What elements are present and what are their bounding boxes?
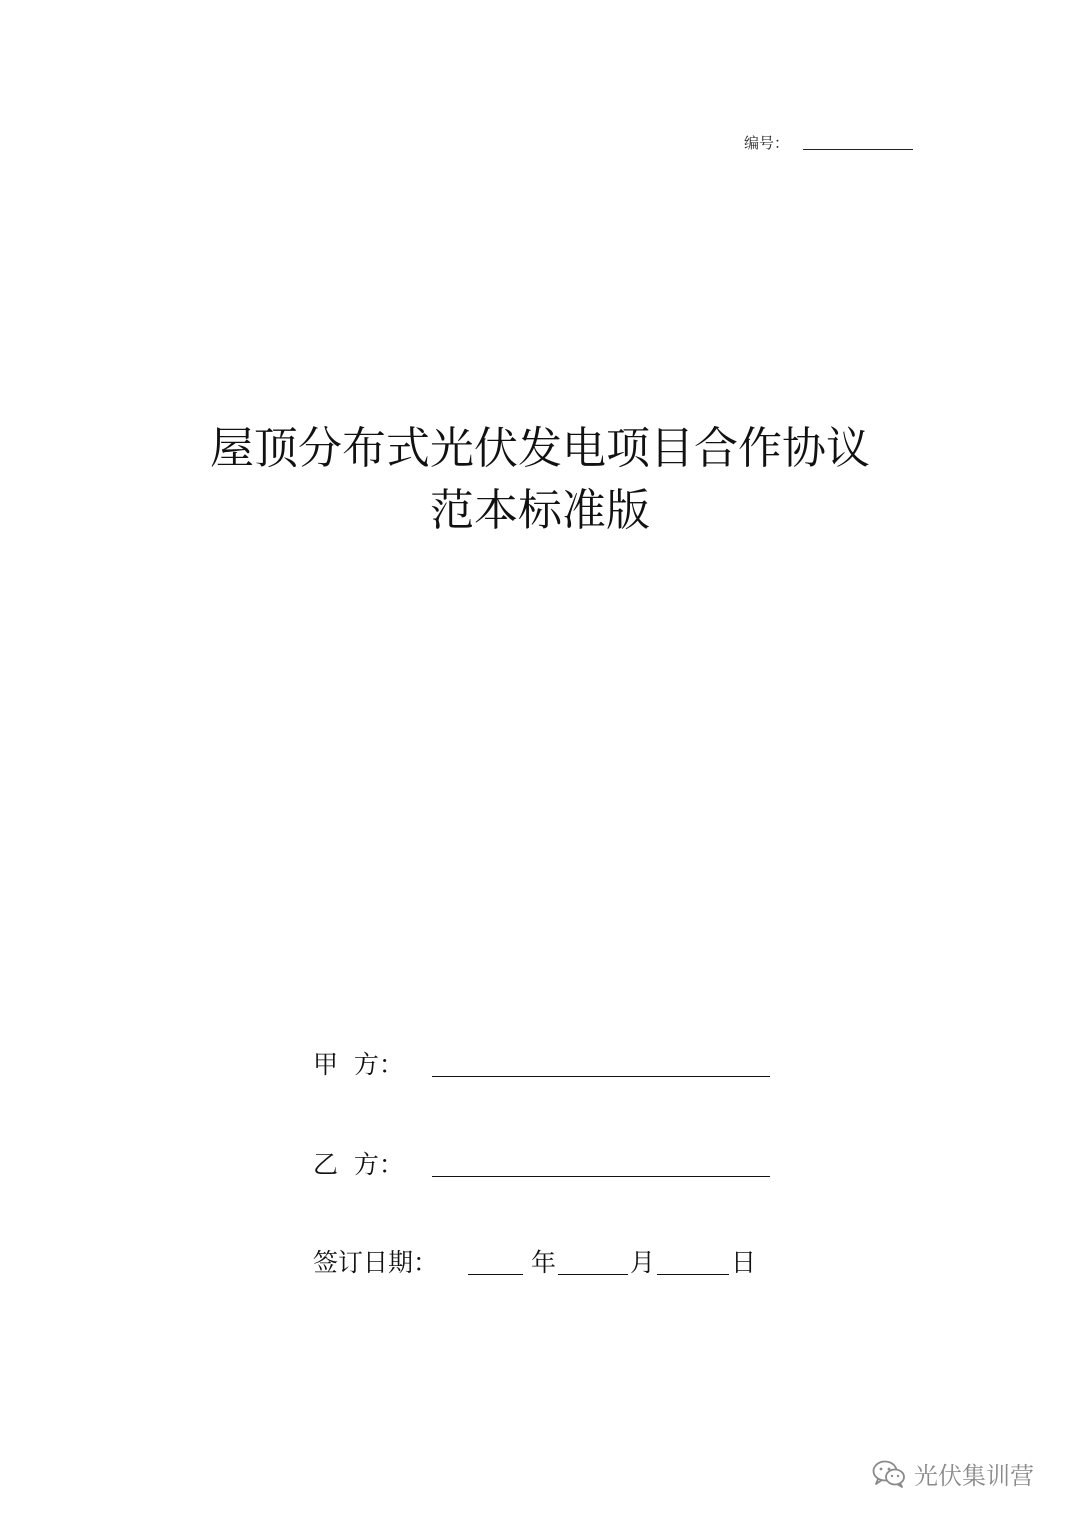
party-a-row	[313, 1045, 770, 1081]
day-blank-line	[657, 1274, 729, 1275]
serial-blank-line	[803, 149, 913, 150]
year-blank-line	[468, 1274, 523, 1275]
serial-number	[744, 132, 913, 153]
title-line-2: 范本标准版	[430, 485, 650, 536]
wechat-icon	[872, 1460, 906, 1488]
party-a-blank-line	[432, 1076, 770, 1077]
watermark-text: 光伏集训营	[914, 1462, 1034, 1490]
month-label: 月	[630, 1248, 656, 1277]
signing-date-row	[313, 1243, 756, 1279]
party-b-label: 乙 方：	[313, 1150, 404, 1179]
party-a-label: 甲 方：	[313, 1050, 404, 1079]
day-label: 日	[731, 1248, 757, 1277]
title-line-1: 屋顶分布式光伏发电项目合作协议	[210, 423, 870, 474]
year-label: 年	[531, 1248, 557, 1277]
serial-label: 编号：	[744, 134, 790, 152]
document-title	[0, 418, 1080, 542]
watermark	[872, 1456, 1034, 1491]
party-b-row	[313, 1145, 770, 1181]
month-blank-line	[558, 1274, 628, 1275]
party-b-blank-line	[432, 1176, 770, 1177]
date-label: 签订日期：	[313, 1248, 439, 1277]
